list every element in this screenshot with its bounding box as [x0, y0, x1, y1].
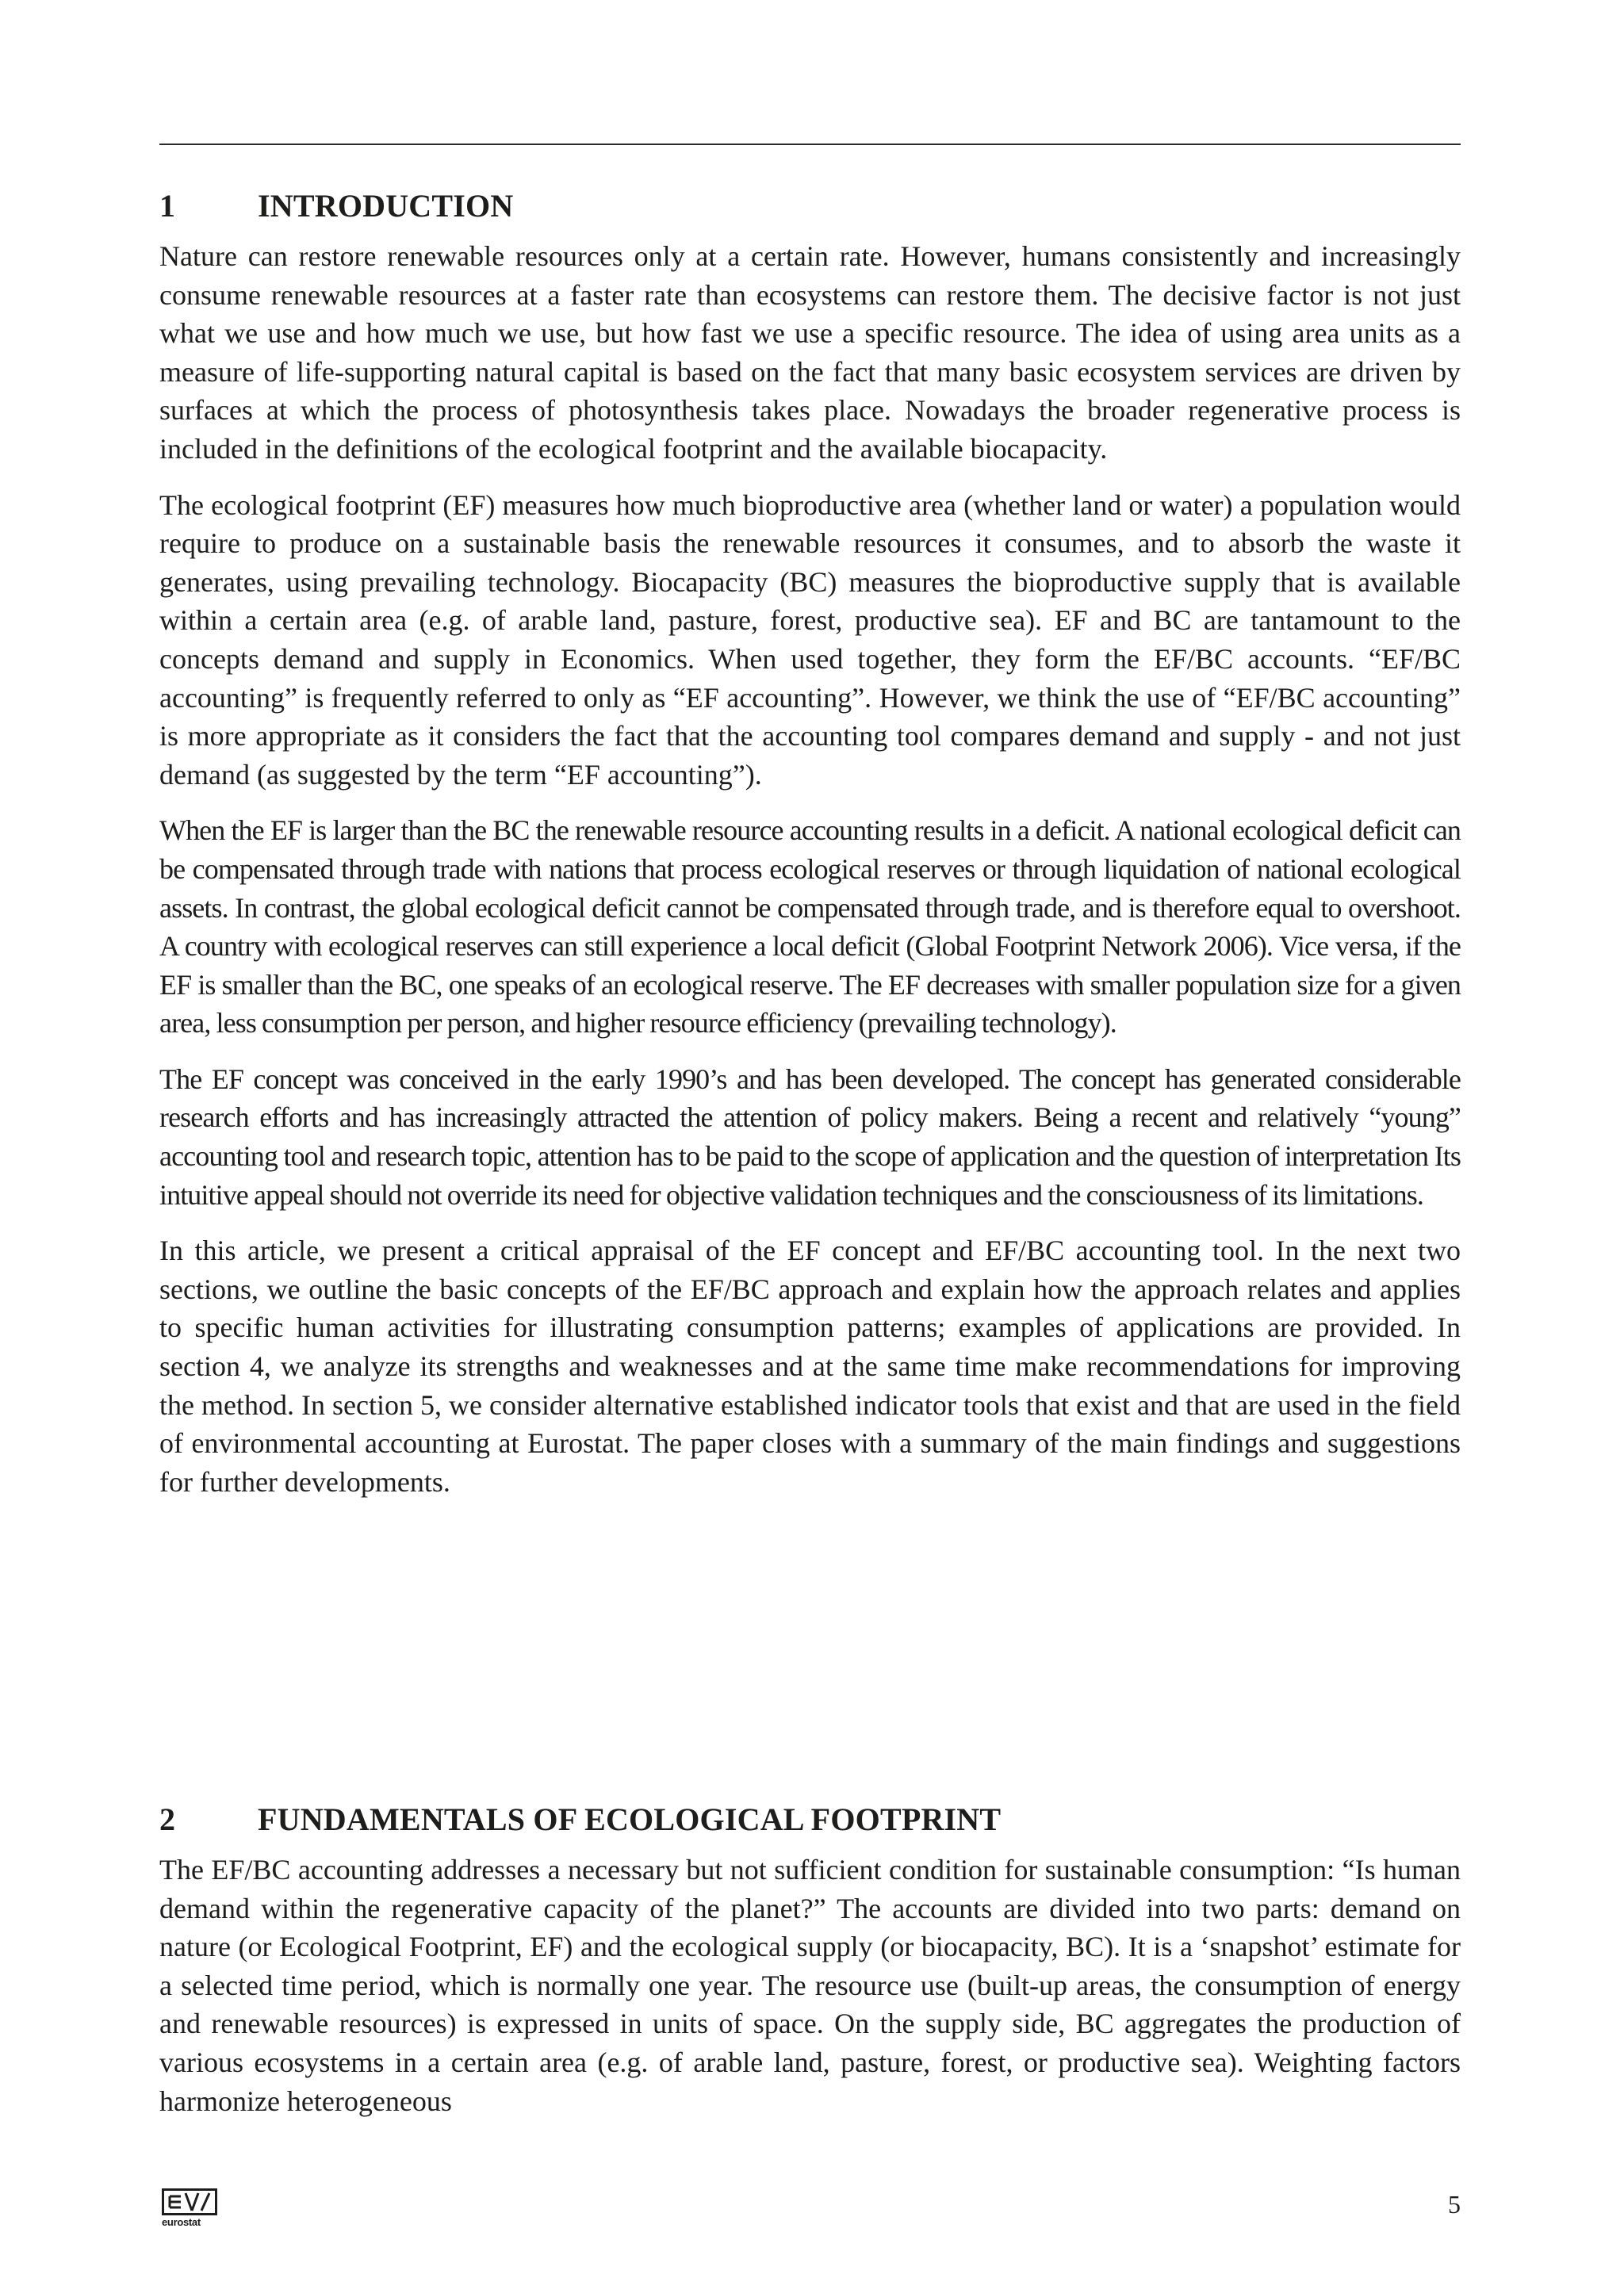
introduction-body — [159, 237, 1461, 1501]
fundamentals-body — [159, 1851, 1461, 2120]
section-heading-fundamentals — [159, 1801, 1001, 1839]
section-number: 2 — [159, 1801, 176, 1837]
paragraph: Nature can restore renewable resources only at a certain rate. However, humans consistently and increasingly consume renewable resources at a faster rate than ecosystems can restore them. The decisive factor is not just what we use and how much we use, but how fast we use a specific resource. The idea of using area units as a measure of life-supporting natural capital is based on the fact that many basic ecosystem services are driven by surfaces at which the process of photosynthesis takes place. Nowadays the broader regenerative process is included in the definitions of the ecological footprint and the available biocapacity. — [159, 240, 1461, 465]
section-title: FUNDAMENTALS OF ECOLOGICAL FOOTPRINT — [258, 1801, 1002, 1837]
paragraph: In this article, we present a critical appraisal of the EF concept and EF/BC accounting tool. In the next two sections, we outline the basic concepts of the EF/BC approach and explain how the approach relates and applies to specific human activities for illustrating consumption patterns; examples of applications are provided. In section 4, we analyze its strengths and weaknesses and at the same time make recommendations for improving the method. In section 5, we consider alternative established indicator tools that exist and that are used in the field of environmental accounting at Eurostat. The paper closes with a summary of the main findings and suggestions for further developments. — [159, 1235, 1461, 1498]
paragraph: The EF concept was conceived in the early 1990’s and has been developed. The concept has generated considerable research efforts and has increasingly attracted the attention of policy makers. Being a recent and relatively “young” accounting tool and research topic, attention has to be paid to the scope of application and the question of interpretation Its intuitive appeal should not override its need for objective validation techniques and the consciousness of its limitations. — [159, 1062, 1461, 1211]
eurostat-logo — [162, 2188, 217, 2230]
section-heading-introduction — [159, 187, 513, 225]
section-title: INTRODUCTION — [258, 188, 514, 224]
paragraph: The EF/BC accounting addresses a necessary but not sufficient condition for sustainable consumption: “Is human demand within the regenerative capacity of the planet?” The accounts are divided into two parts: demand on nature (or Ecological Footprint, EF) and the ecological supply (or biocapacity, BC). It is a ‘snapshot’ estimate for a selected time period, which is normally one year. The resource use (built-up areas, the consumption of energy and renewable resources) is expressed in units of space. On the supply side, BC aggregates the production of various ecosystems in a certain area (e.g. of arable land, pasture, forest, or productive sea). Weighting factors harmonize heterogeneous — [159, 1854, 1461, 2117]
paragraph: When the EF is larger than the BC the renewable resource accounting results in a deficit. A national ecological deficit can be compensated through trade with nations that process ecological reserves or through liquidation of national ecological assets. In contrast, the global ecological deficit cannot be compensated through trade, and is therefore equal to overshoot. A country with ecological reserves can still experience a local deficit (Global Footprint Network 2006). Vice versa, if the EF is smaller than the BC, one speaks of an ecological reserve. The EF decreases with smaller population size for a given area, less consumption per person, and higher resource efficiency (prevailing technology). — [159, 814, 1461, 1039]
header-rule — [159, 144, 1461, 145]
page-number: 5 — [1448, 2190, 1461, 2219]
paragraph: The ecological footprint (EF) measures how much bioproductive area (whether land or water) a population would require to produce on a sustainable basis the renewable resources it consumes, and to absorb the waste it generates, using prevailing technology. Biocapacity (BC) measures the bioproductive supply that is available within a certain area (e.g. of arable land, pasture, forest, productive sea). EF and BC are tantamount to the concepts demand and supply in Economics. When used together, they form the EF/BC accounts. “EF/BC accounting” is frequently referred to only as “EF accounting”. However, we think the use of “EF/BC accounting” is more appropriate as it considers the fact that the accounting tool compares demand and supply - and not just demand (as suggested by the term “EF accounting”). — [159, 488, 1461, 791]
eurostat-logo-icon — [162, 2188, 217, 2217]
section-number: 1 — [159, 188, 176, 224]
logo-text: eurostat — [162, 2216, 201, 2228]
